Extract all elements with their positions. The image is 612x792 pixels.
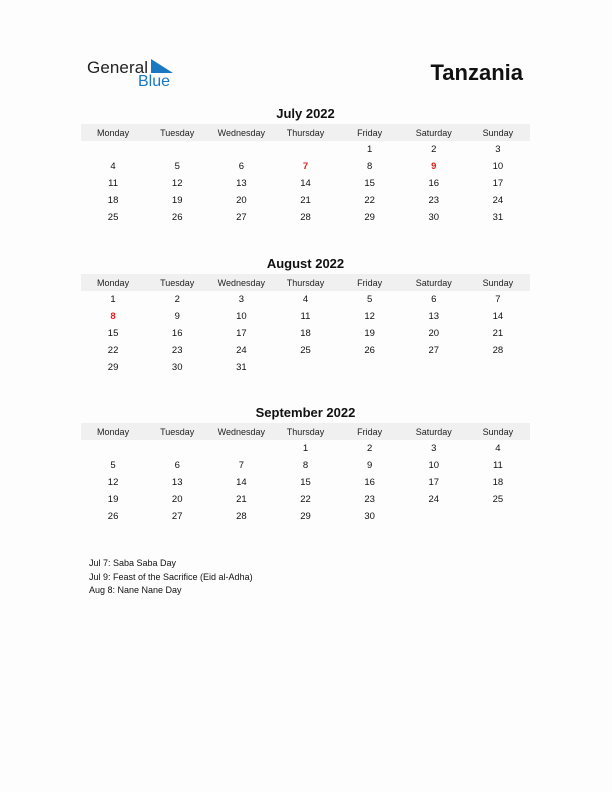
weekday-label: Monday [97, 426, 130, 437]
day-cell: 26 [107, 511, 119, 522]
holiday-note: Jul 9: Feast of the Sacrifice (Eid al-Adha) [89, 571, 253, 582]
day-cell: 25 [492, 494, 504, 505]
day-cell: 22 [364, 195, 375, 206]
holiday-note: Aug 8: Nane Nane Day [89, 585, 182, 595]
week-row [81, 491, 530, 508]
day-cell: 1 [366, 144, 373, 155]
day-cell: 3 [238, 294, 244, 305]
day-cell: 20 [428, 328, 440, 339]
month-title: September 2022 [255, 405, 356, 420]
day-cell: 31 [236, 362, 247, 373]
week-row [81, 474, 530, 491]
weekday-label: Saturday [415, 127, 452, 138]
day-cell: 1 [302, 443, 309, 454]
day-cell: 11 [300, 311, 311, 322]
weekday-label: Tuesday [160, 277, 195, 288]
day-cell: 16 [364, 477, 375, 488]
day-cell: 2 [366, 443, 373, 454]
week-row [81, 209, 530, 226]
week-row [81, 308, 530, 325]
day-cell: 7 [495, 294, 501, 305]
weekday-label: Friday [357, 277, 383, 288]
day-cell: 5 [110, 460, 116, 471]
day-cell: 21 [236, 494, 247, 505]
day-cell: 16 [171, 328, 183, 339]
weekday-label: Thursday [286, 426, 325, 437]
day-cell: 12 [364, 311, 375, 322]
day-cell: 29 [364, 212, 375, 223]
day-cell: 31 [492, 212, 504, 223]
day-cell: 28 [236, 511, 247, 522]
month-september [81, 404, 530, 525]
month-title: August 2022 [266, 256, 345, 271]
week-row [81, 508, 530, 525]
day-cell: 12 [107, 477, 119, 488]
day-cell: 8 [302, 460, 309, 471]
day-cell: 22 [300, 494, 311, 505]
country-title: Tanzania [430, 60, 523, 85]
week-row [81, 457, 530, 474]
holiday-notes [89, 557, 253, 598]
weekday-label: Wednesday [217, 127, 266, 138]
week-row [81, 342, 530, 359]
logo-triangle-icon [151, 59, 173, 73]
day-cell: 30 [428, 212, 440, 223]
day-cell: 15 [107, 328, 119, 339]
day-cell: 17 [428, 477, 440, 488]
weekday-label: Tuesday [160, 127, 195, 138]
day-cell: 24 [492, 195, 504, 206]
day-cell: 20 [171, 494, 183, 505]
weekday-label: Friday [357, 127, 383, 138]
day-cell: 5 [366, 294, 373, 305]
week-row [81, 440, 530, 457]
day-cell: 12 [171, 178, 183, 189]
day-cell: 17 [492, 178, 504, 189]
logo-blue-text: Blue [138, 73, 171, 90]
week-row [81, 141, 530, 158]
week-row [81, 359, 530, 376]
weekday-label: Wednesday [217, 277, 266, 288]
day-cell: 4 [495, 443, 501, 454]
day-cell: 24 [236, 345, 247, 356]
day-cell: 2 [174, 294, 180, 305]
weekday-header [81, 124, 530, 141]
weekday-header [81, 423, 530, 440]
day-cell: 19 [364, 328, 375, 339]
weekday-label: Thursday [286, 277, 325, 288]
weekday-label: Sunday [482, 426, 514, 437]
day-cell: 4 [110, 161, 116, 172]
weekday-label: Friday [357, 426, 383, 437]
day-cell: 19 [171, 195, 183, 206]
day-cell: 9 [366, 460, 373, 471]
day-cell: 25 [107, 212, 119, 223]
day-cell: 27 [236, 212, 247, 223]
weekday-label: Monday [97, 277, 130, 288]
day-cell: 14 [236, 477, 247, 488]
holiday-note: Jul 7: Saba Saba Day [89, 558, 177, 568]
day-cell: 14 [300, 178, 311, 189]
weekday-label: Tuesday [160, 426, 195, 437]
generalblue-logo [86, 56, 186, 92]
week-row [81, 192, 530, 209]
day-cell: 18 [492, 477, 504, 488]
day-cell: 3 [495, 144, 501, 155]
day-cell: 26 [171, 212, 183, 223]
day-cell: 11 [492, 460, 503, 471]
day-cell: 25 [300, 345, 311, 356]
day-cell: 30 [171, 362, 183, 373]
day-cell: 18 [300, 328, 311, 339]
week-row [81, 158, 530, 175]
day-cell: 23 [364, 494, 375, 505]
day-cell: 21 [492, 328, 504, 339]
weekday-label: Sunday [482, 127, 514, 138]
day-cell: 9 [431, 161, 437, 172]
day-cell: 10 [492, 161, 504, 172]
weekday-label: Thursday [286, 127, 325, 138]
day-cell: 23 [428, 195, 440, 206]
day-cell: 29 [107, 362, 119, 373]
day-cell: 14 [492, 311, 504, 322]
logo-general-text: General [87, 58, 149, 77]
day-cell: 10 [428, 460, 440, 471]
day-cell: 16 [428, 178, 440, 189]
day-cell: 11 [108, 178, 118, 189]
day-cell: 15 [364, 178, 375, 189]
day-cell: 28 [492, 345, 504, 356]
day-cell: 1 [110, 294, 116, 305]
day-cell: 9 [174, 311, 180, 322]
day-cell: 4 [302, 294, 309, 305]
day-cell: 8 [110, 311, 116, 322]
day-cell: 27 [428, 345, 440, 356]
weekday-label: Sunday [482, 277, 514, 288]
week-row [81, 325, 530, 342]
day-cell: 13 [171, 477, 183, 488]
day-cell: 6 [174, 460, 180, 471]
day-cell: 26 [364, 345, 375, 356]
day-cell: 29 [300, 511, 311, 522]
day-cell: 10 [236, 311, 247, 322]
day-cell: 23 [171, 345, 183, 356]
day-cell: 17 [236, 328, 247, 339]
day-cell: 7 [238, 460, 244, 471]
weekday-label: Saturday [415, 277, 452, 288]
day-cell: 15 [300, 477, 311, 488]
day-cell: 20 [236, 195, 247, 206]
month-august [81, 255, 530, 376]
day-cell: 2 [431, 144, 437, 155]
month-title: July 2022 [276, 106, 335, 121]
day-cell: 30 [364, 511, 375, 522]
weekday-label: Wednesday [217, 426, 266, 437]
day-cell: 3 [431, 443, 437, 454]
weekday-label: Monday [97, 127, 130, 138]
day-cell: 18 [107, 195, 119, 206]
day-cell: 5 [174, 161, 180, 172]
day-cell: 6 [431, 294, 437, 305]
day-cell: 8 [366, 161, 373, 172]
weekday-header [81, 274, 530, 291]
day-cell: 13 [428, 311, 440, 322]
day-cell: 13 [236, 178, 247, 189]
day-cell: 19 [107, 494, 119, 505]
day-cell: 27 [171, 511, 183, 522]
day-cell: 24 [428, 494, 440, 505]
day-cell: 7 [302, 161, 309, 172]
month-july [81, 105, 530, 226]
day-cell: 21 [300, 195, 311, 206]
weekday-label: Saturday [415, 426, 452, 437]
week-row [81, 175, 530, 192]
week-row [81, 291, 530, 308]
day-cell: 6 [238, 161, 244, 172]
day-cell: 28 [300, 212, 311, 223]
day-cell: 22 [107, 345, 119, 356]
